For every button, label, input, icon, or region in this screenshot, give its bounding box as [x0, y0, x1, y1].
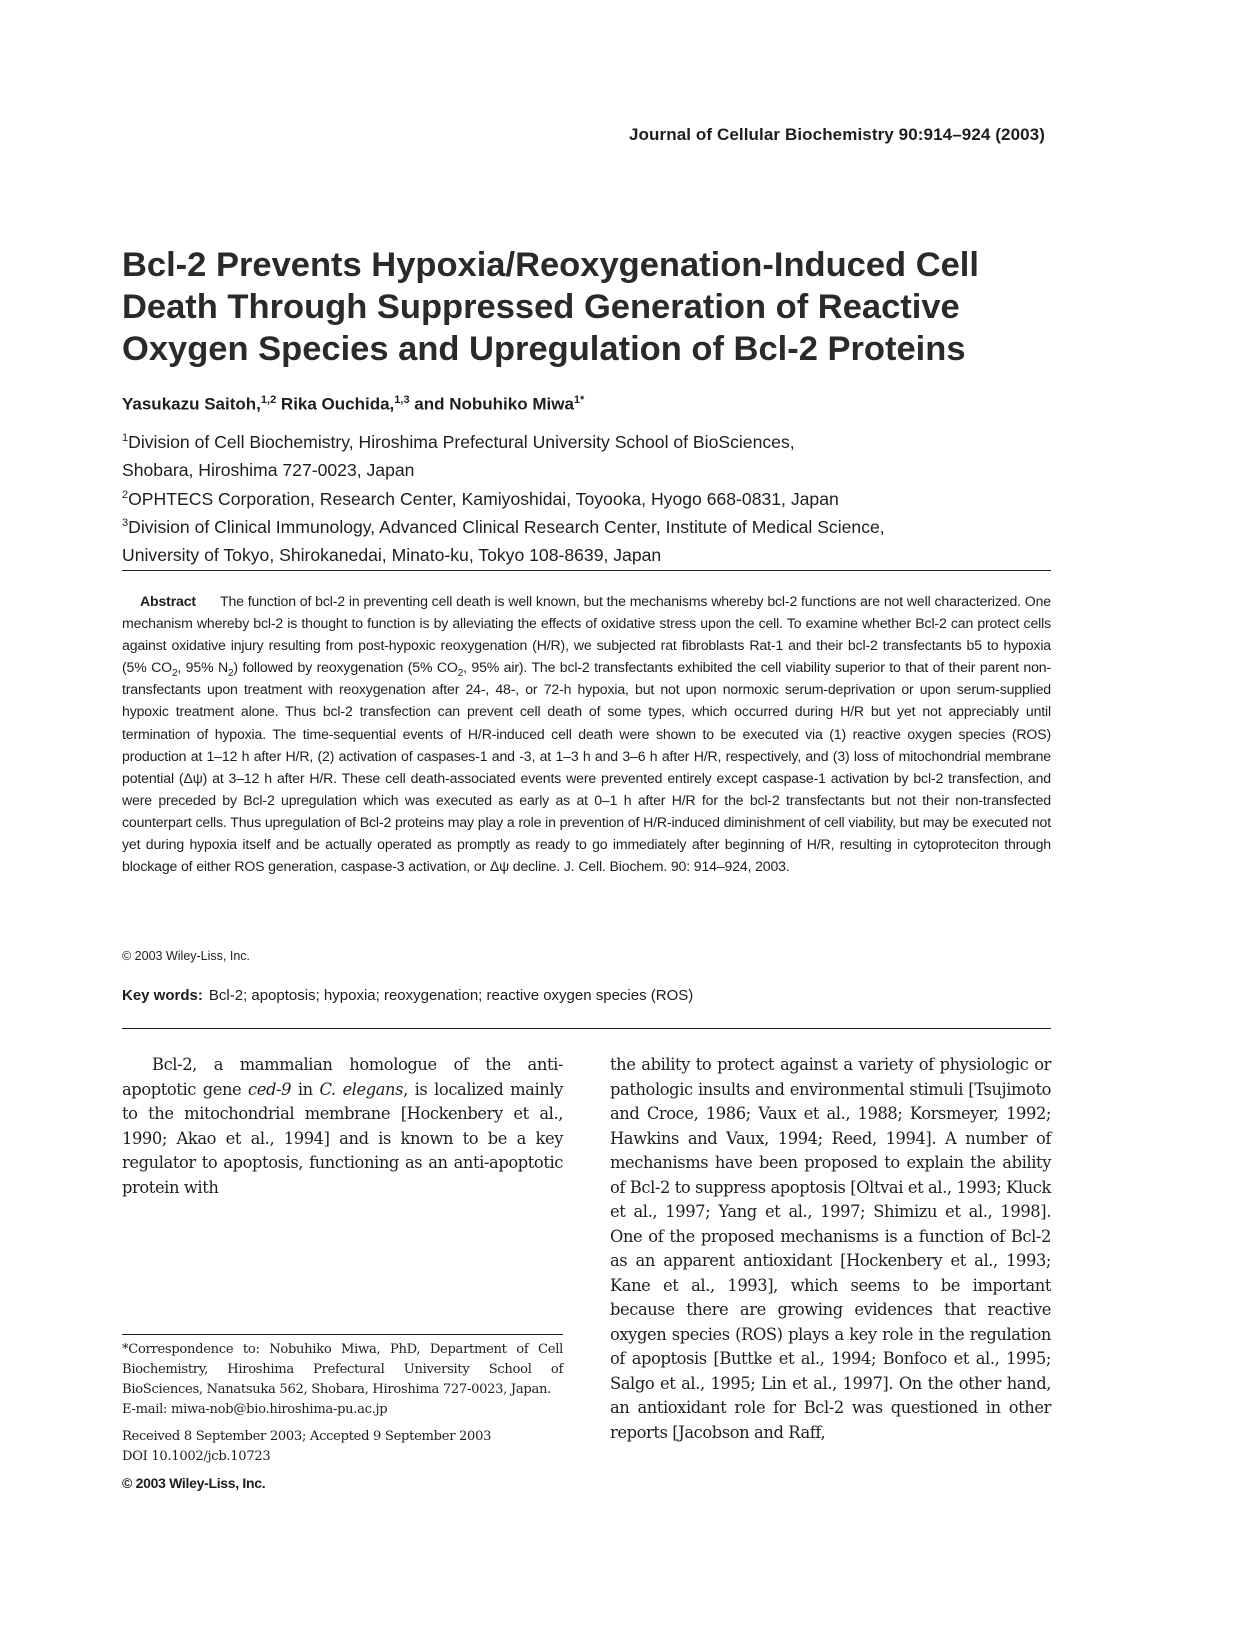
author-affiliation-marker: 1,2 — [260, 394, 277, 406]
affiliation-list — [122, 426, 1082, 567]
author-list — [122, 394, 584, 415]
subscript: 2 — [457, 668, 464, 680]
article-title: Bcl-2 Prevents Hypoxia/Reoxygenation-Induced Cell Death Through Suppressed Generation of Reactive Oxygen Species and Upregulation of Bcl-2 Proteins — [122, 246, 979, 368]
doi-line: DOI 10.1002/jcb.10723 — [122, 1449, 271, 1464]
author-name: Rika Ouchida, — [276, 394, 395, 414]
gene-name: ced-9 — [248, 1079, 292, 1099]
body-column-left — [122, 1053, 563, 1200]
affiliation-line: Shobara, Hiroshima 727-0023, Japan — [122, 460, 415, 481]
author-name: and Nobuhiko Miwa — [409, 394, 574, 414]
keywords-label: Key words: — [122, 987, 203, 1004]
footnote-divider — [122, 1334, 563, 1335]
author-name: Yasukazu Saitoh, — [122, 394, 261, 414]
abstract-label: Abstract — [140, 593, 196, 609]
subscript: 2 — [228, 668, 234, 680]
affiliation-line: University of Tokyo, Shirokanedai, Minato-ku, Tokyo 108-8639, Japan — [122, 544, 662, 565]
footnotes — [122, 1340, 563, 1493]
received-line: Received 8 September 2003; Accepted 9 September 2003 — [122, 1429, 492, 1444]
affiliation-line: $^2$OPHTECS Corporation, Research Center, Kamiyoshidai, Toyooka, Hyogo 668-0831, Japan — [122, 488, 839, 509]
keywords-text: Bcl-2; apoptosis; hypoxia; reoxygenation; reactive oxygen species (ROS) — [208, 987, 694, 1004]
journal-header: Journal of Cellular Biochemistry 90:914–924 (2003) — [628, 125, 1045, 144]
abstract-text: , 95% N — [177, 659, 228, 676]
body-paragraph: Bcl-2, a mammalian homologue of the anti-apoptotic gene ced-9 in C. elegans, is localized mainly to the mitochondrial membrane [Hockenbery et al., 1990; Akao et al., 1994] and is known to be a key regulator to apoptosis, functioning as an anti-apoptotic protein with — [122, 1055, 563, 1197]
section-divider — [122, 1028, 1051, 1029]
affiliation-line: $^1$Division of Cell Biochemistry, Hiroshima Prefectural University School of BioSciences, — [122, 431, 795, 452]
keywords — [122, 987, 693, 1004]
publisher-copyright: © 2003 Wiley-Liss, Inc. — [122, 1475, 266, 1491]
abstract-text: The function of bcl-2 in preventing cell death is well known, but the mechanisms whereby bcl-2 functions are not well characterized. One mechanism whereby bcl-2 is thought to function is by alleviating the effects of oxidative stress upon the cell. To examine whether Bcl-2 can protect cells against oxidative injury resulting from post-hypoxic reoxygenation (H/R), we subjected rat fibroblasts Rat-1 and their bcl-2 transfectants b5 to hypoxia (5% CO — [122, 593, 1051, 676]
affiliation-line: $^3$Division of Clinical Immunology, Advanced Clinical Research Center, Institute of Medical Science, — [122, 516, 885, 537]
abstract — [122, 590, 1051, 877]
correspondence-note: *Correspondence to: Nobuhiko Miwa, PhD, Department of Cell Biochemistry, Hiroshima Prefectural University School of BioSciences, Nanatsuka 562, Shobara, Hiroshima 727-0023, Japan. — [122, 1342, 563, 1397]
author-affiliation-marker: 1,3 — [394, 394, 410, 406]
author-affiliation-marker: 1* — [573, 394, 585, 406]
abstract-text: , 95% air). The bcl-2 transfectants exhibited the cell viability superior to that of their parent non-transfectants upon treatment with reoxygenation after 24-, 48-, or 72-h hypoxia, but not upon normoxic serum-deprivation or upon serum-supplied hypoxic treatment alone. Thus bcl-2 transfection can prevent cell death of some types, which occurred during H/R but yet not appreciably until termination of hypoxia. The time-sequential events of H/R-induced cell death were shown to be executed via (1) reactive oxygen species (ROS) production at 1–12 h after H/R, (2) activation of caspases-1 and -3, at 1–3 h and 3–6 h after H/R, respectively, and (3) loss of mitochondrial membrane potential (Δψ) at 3–12 h after H/R. These cell death-associated events were prevented entirely except caspase-1 activation by bcl-2 transfection, and were preceded by Bcl-2 upregulation which was executed as early as at 0–1 h after H/R for the bcl-2 transfectants but not their non-transfected counterpart cells. Thus upregulation of Bcl-2 proteins may play a role in prevention of H/R-induced diminishment of cell viability, but may be executed not yet during hypoxia itself and be actually operated as promptly as ready to go immediately after beginning of H/R, resulting in cytoproteciton through blockage of either ROS generation, caspase-3 activation, or Δψ decline. J. Cell. Biochem. 90: 914–924, 2003. — [122, 659, 1052, 875]
email-line: E-mail: miwa-nob@bio.hiroshima-pu.ac.jp — [122, 1402, 388, 1417]
subscript: 2 — [171, 668, 178, 680]
abstract-text: ) followed by reoxygenation (5% CO — [233, 659, 458, 676]
abstract-copyright: © 2003 Wiley-Liss, Inc. — [122, 949, 251, 963]
section-divider — [122, 570, 1051, 571]
body-paragraph: the ability to protect against a variety of physiologic or pathologic insults and environmental stimuli [Tsujimoto and Croce, 1986; Vaux et al., 1988; Korsmeyer, 1992; Hawkins and Vaux, 1994; Reed, 1994]. A number of mechanisms have been proposed to explain the ability of Bcl-2 to suppress apoptosis [Oltvai et al., 1993; Kluck et al., 1997; Yang et al., 1997; Shimizu et al., 1998]. One of the proposed mechanisms is a function of Bcl-2 as an apparent antioxidant [Hockenbery et al., 1993; Kane et al., 1993], which seems to be important because there are growing evidences that reactive oxygen species (ROS) plays a key role in the regulation of apoptosis [Buttke et al., 1994; Bonfoco et al., 1995; Salgo et al., 1995; Lin et al., 1997]. On the other hand, an antioxidant role for Bcl-2 was questioned in other reports [Jacobson and Raff, — [610, 1055, 1051, 1442]
species-name: C. elegans — [319, 1079, 404, 1099]
body-column-right — [610, 1053, 1051, 1445]
